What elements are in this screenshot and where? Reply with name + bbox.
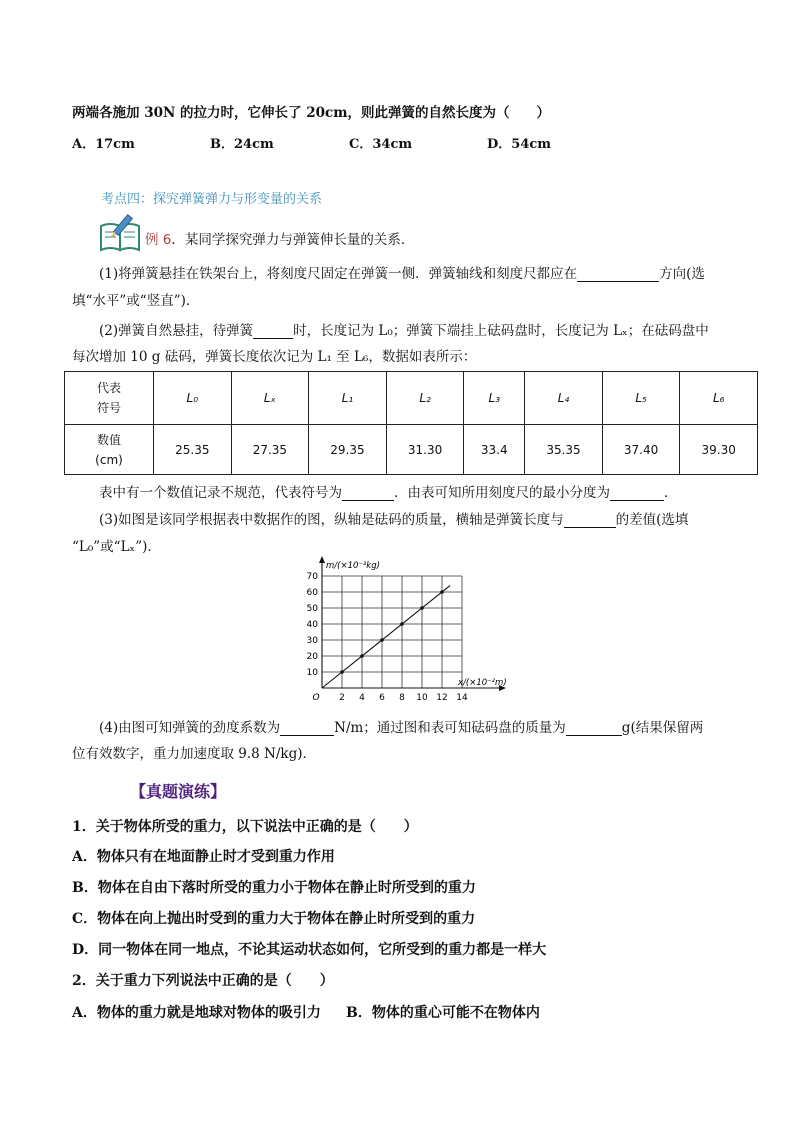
q2-text-b: 时，长度记为 L₀；弹簧下端挂上砝码盘时，长度记为 Lₓ；在砝码盘中 <box>293 323 709 339</box>
q2-line1 <box>99 319 709 339</box>
q1-text-a: (1)将弹簧悬挂在铁架台上，将刻度尺固定在弹簧一侧．弹簧轴线和刻度尺都应在 <box>99 266 578 282</box>
example-label: 例 6 <box>145 232 172 248</box>
q1-blank[interactable] <box>577 267 659 282</box>
table-header-symbol: 代表 符号 <box>65 372 154 425</box>
table-cell: 37.40 <box>602 425 680 475</box>
q2-text-e: ．由表可知所用刻度尺的最小分度为 <box>394 485 610 501</box>
x-tick-label: 6 <box>379 693 385 703</box>
table-row-symbols <box>65 372 758 425</box>
origin-label: O <box>312 693 320 703</box>
x-tick-label: 12 <box>436 693 448 703</box>
data-point <box>340 670 344 674</box>
y-axis-arrow <box>319 556 325 563</box>
data-point <box>400 622 404 626</box>
practice-q1-option-c: C．物体在向上抛出时受到的重力大于物体在静止时所受到的重力 <box>72 911 476 927</box>
table-cell: 25.35 <box>154 425 232 475</box>
q1-line2: 填“水平”或“竖直”)． <box>72 293 200 309</box>
chart-svg <box>290 556 530 708</box>
table-cell: L₂ <box>386 372 464 425</box>
q4-text-c: g(结果保留两 <box>621 720 704 736</box>
table-cell: L₆ <box>680 372 758 425</box>
q2-blank-1[interactable] <box>253 324 293 339</box>
q4-blank-2[interactable] <box>566 721 622 736</box>
data-point <box>380 638 384 642</box>
y-tick-label: 20 <box>306 652 318 662</box>
x-tick-label: 14 <box>456 693 468 703</box>
table-cell: 39.30 <box>680 425 758 475</box>
q3-line2: “L₀”或“Lₓ”)． <box>72 539 161 555</box>
data-point <box>360 654 364 658</box>
q4-blank-1[interactable] <box>280 721 334 736</box>
q4-line2: 位有效数字，重力加速度取 9.8 N/kg)． <box>72 746 317 762</box>
practice-heading: 【真题演练】 <box>130 782 227 801</box>
q2-line3 <box>99 481 678 501</box>
y-tick-label: 40 <box>306 620 318 630</box>
x-tick-label: 10 <box>416 693 428 703</box>
q4-text-b: N/m；通过图和表可知砝码盘的质量为 <box>334 720 566 736</box>
q2-text-f: ． <box>664 485 678 501</box>
table-cell: L₄ <box>525 372 603 425</box>
x-tick-label: 8 <box>399 693 405 703</box>
practice-q1-option-d: D．同一物体在同一地点，不论其运动状态如何，它所受到的重力都是一样大 <box>72 942 547 958</box>
q2-line2: 每次增加 10 g 砝码，弹簧长度依次记为 L₁ 至 L₆，数据如表所示： <box>72 349 477 365</box>
book-pencil-icon <box>98 212 144 256</box>
practice-q2-stem: 2．关于重力下列说法中正确的是（ ） <box>72 973 334 989</box>
table-cell: 31.30 <box>386 425 464 475</box>
q3-text-b: 的差值(选填 <box>615 512 689 528</box>
y-tick-label: 50 <box>306 604 318 614</box>
q3-blank[interactable] <box>564 513 616 528</box>
example-heading <box>145 228 414 248</box>
x-tick-label: 4 <box>359 693 365 703</box>
table-cell: L₀ <box>154 372 232 425</box>
y-tick-label: 30 <box>306 636 318 646</box>
table-cell: 35.35 <box>525 425 603 475</box>
data-point <box>420 606 424 610</box>
top-option-a: A．17cm <box>72 137 135 152</box>
top-question-stem: 两端各施加 30N 的拉力时，它伸长了 20cm，则此弹簧的自然长度为（ ） <box>72 105 551 121</box>
table-header-value: 数值 (cm) <box>65 425 154 475</box>
table-row-values <box>65 425 758 475</box>
practice-q1-option-a: A．物体只有在地面静止时才受到重力作用 <box>72 849 335 865</box>
y-axis-label: m/(×10⁻³kg) <box>326 561 380 571</box>
data-table <box>64 371 758 475</box>
practice-q1-stem: 1．关于物体所受的重力，以下说法中正确的是（ ） <box>72 819 418 835</box>
practice-q1-option-b: B．物体在自由下落时所受的重力小于物体在静止时所受到的重力 <box>72 880 476 896</box>
example-intro: ．某同学探究弹力与弹簧伸长量的关系． <box>171 232 415 248</box>
table-cell: L₁ <box>309 372 387 425</box>
table-cell: L₅ <box>602 372 680 425</box>
q1-line1 <box>99 262 705 282</box>
mass-extension-chart <box>290 556 530 708</box>
q1-text-b: 方向(选 <box>659 266 705 282</box>
top-option-d: D．54cm <box>487 137 552 152</box>
top-option-c: C．34cm <box>349 137 413 152</box>
q4-text-a: (4)由图可知弹簧的劲度系数为 <box>99 720 281 736</box>
section-title: 考点四：探究弹簧弹力与形变量的关系 <box>101 192 323 207</box>
table-cell: L₃ <box>464 372 525 425</box>
q2-blank-2[interactable] <box>342 486 394 501</box>
q4-line1 <box>99 716 703 736</box>
top-option-b: B．24cm <box>210 137 274 152</box>
x-axis-label: x/(×10⁻²m) <box>458 678 507 688</box>
y-tick-label: 70 <box>306 572 318 582</box>
q2-text-a: (2)弹簧自然悬挂，待弹簧 <box>99 323 254 339</box>
y-tick-label: 60 <box>306 588 318 598</box>
data-point <box>440 590 444 594</box>
x-tick-label: 2 <box>339 693 345 703</box>
q2-text-d: 表中有一个数值记录不规范，代表符号为 <box>99 485 342 501</box>
table-cell: 27.35 <box>231 425 309 475</box>
q2-blank-3[interactable] <box>610 486 664 501</box>
y-tick-label: 10 <box>306 668 318 678</box>
table-cell: 29.35 <box>309 425 387 475</box>
practice-q2-option-b: B．物体的重心可能不在物体内 <box>346 1005 540 1021</box>
q3-line1 <box>99 508 688 528</box>
practice-q2-option-a: A．物体的重力就是地球对物体的吸引力 <box>72 1005 321 1021</box>
q3-text-a: (3)如图是该同学根据表中数据作的图，纵轴是砝码的质量，横轴是弹簧长度与 <box>99 512 564 528</box>
table-cell: Lₓ <box>231 372 309 425</box>
table-cell: 33.4 <box>464 425 525 475</box>
